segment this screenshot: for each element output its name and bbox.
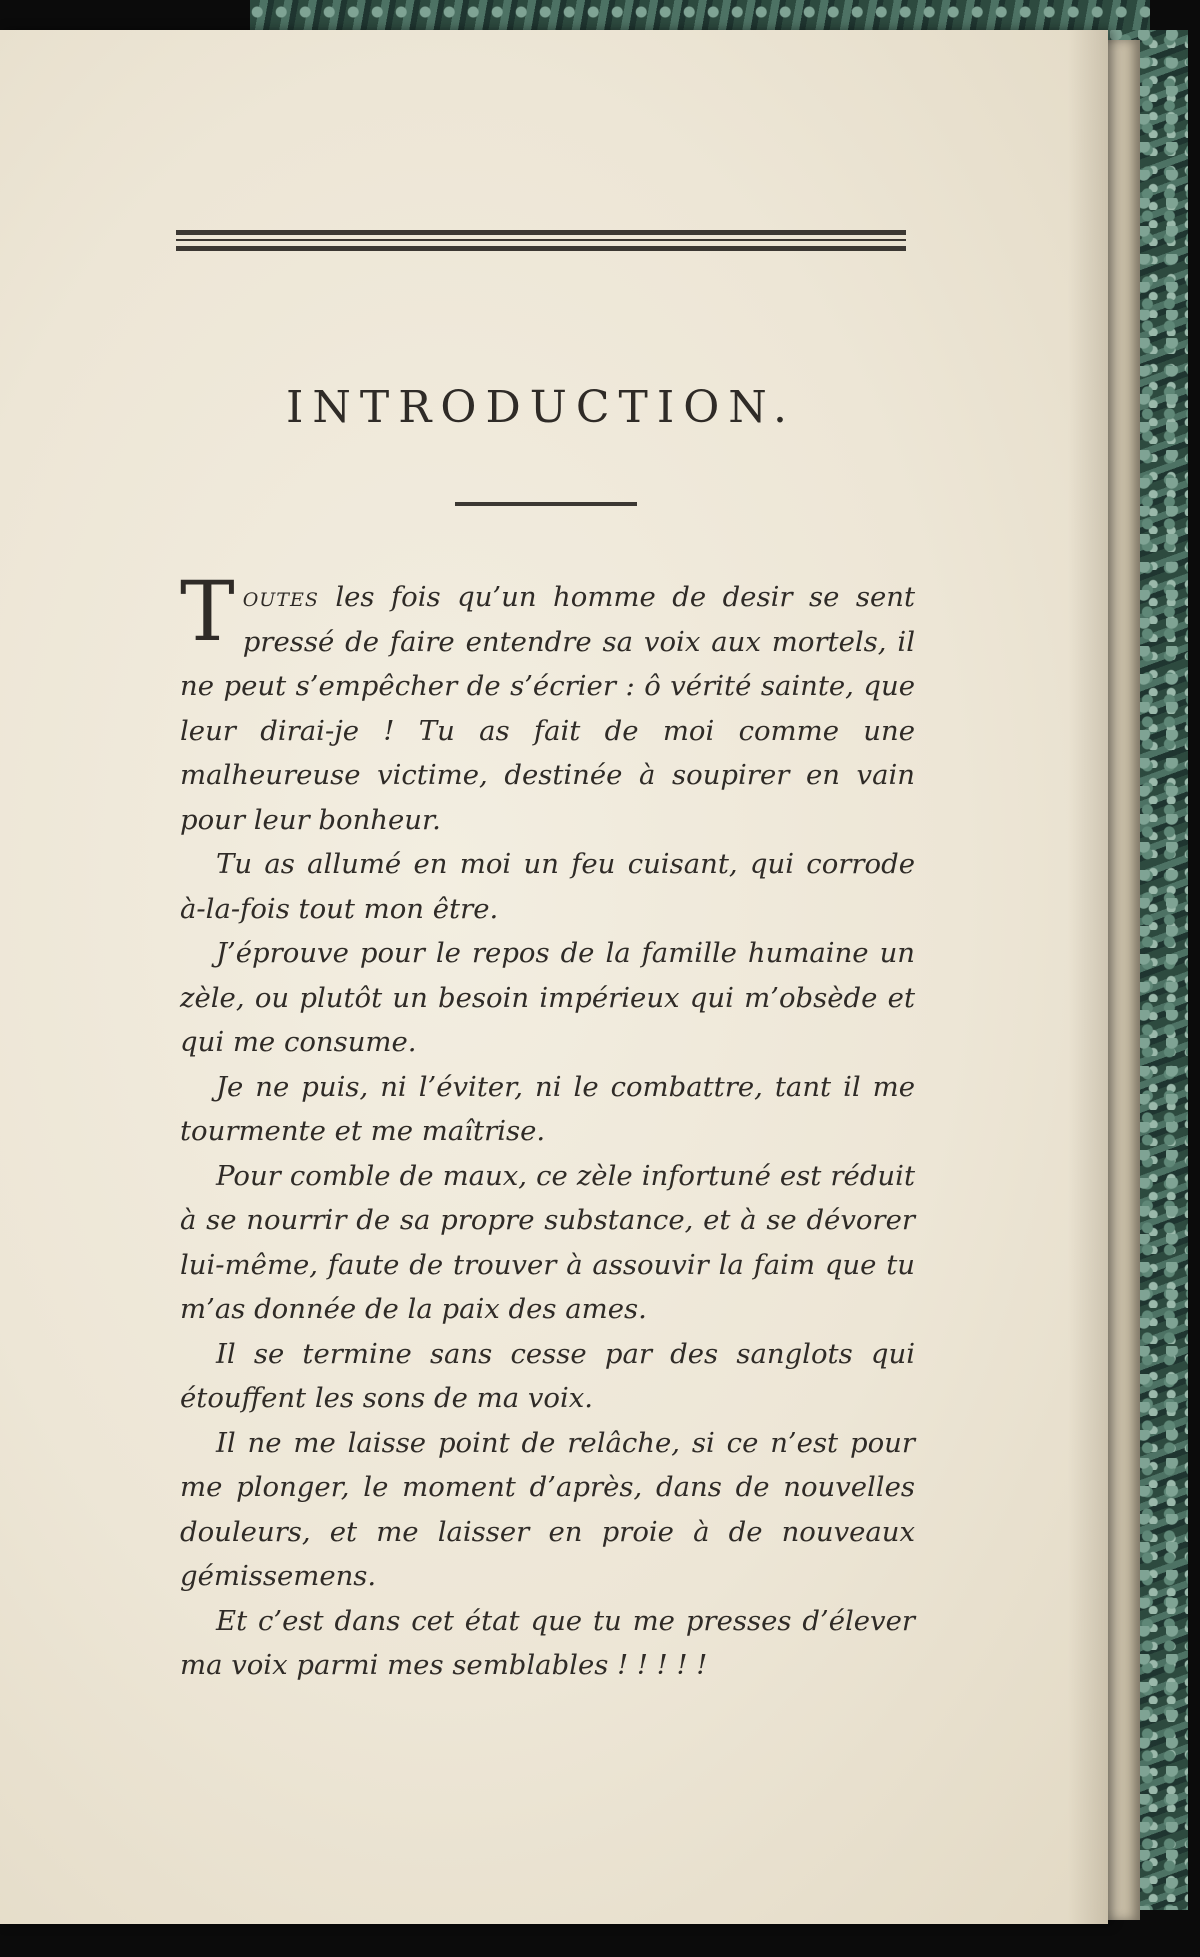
page-title: INTRODUCTION. [286, 382, 796, 433]
paragraph-6: Il se termine sans cesse par des sanglots qui étouffent les sons de ma voix. [180, 1337, 915, 1414]
paragraph-1 [180, 565, 915, 842]
paragraph-4: Je ne puis, ni l’éviter, ni le combattre, tant il me tourmente et me maîtrise. [180, 1070, 915, 1147]
book-page [0, 30, 1108, 1924]
introduction-text [180, 565, 915, 1688]
title-underline [455, 502, 637, 506]
drop-cap: T [180, 565, 235, 660]
paragraph-3: J’éprouve pour le repos de la famille humaine un zèle, ou plutôt un besoin impérieux qui m’obsède et qui me consume. [180, 937, 915, 1058]
paragraph-7: Il ne me laisse point de relâche, si ce n’est pour me plonger, le moment d’après, dans de nouvelles douleurs, et me laisser en proie à de nouveaux gémissemens. [180, 1426, 915, 1592]
paragraph-2: Tu as allumé en moi un feu cuisant, qui corrode à-la-fois tout mon être. [180, 848, 915, 925]
opening-word-rest: outes [242, 581, 319, 613]
opening-paragraph: les fois qu’un homme de desir se sent pressé de faire entendre sa voix aux mortels, il ne peut s’empêcher de s’écrier : ô vérité sainte, que leur dirai-je ! Tu as fait de moi comme une malheureuse victime, destinée à soupirer en vain pour leur bonheur. [180, 581, 915, 836]
ornamental-rule [176, 230, 906, 255]
paragraph-8: Et c’est dans cet état que tu me presses d’élever ma voix parmi mes semblables ! ! ! ! ! [180, 1604, 915, 1681]
paragraph-5: Pour comble de maux, ce zèle infortuné est réduit à se nourrir de sa propre substance, et à se dévorer lui-même, faute de trouver à assouvir la faim que tu m’as donnée de la paix des ames. [180, 1159, 915, 1325]
